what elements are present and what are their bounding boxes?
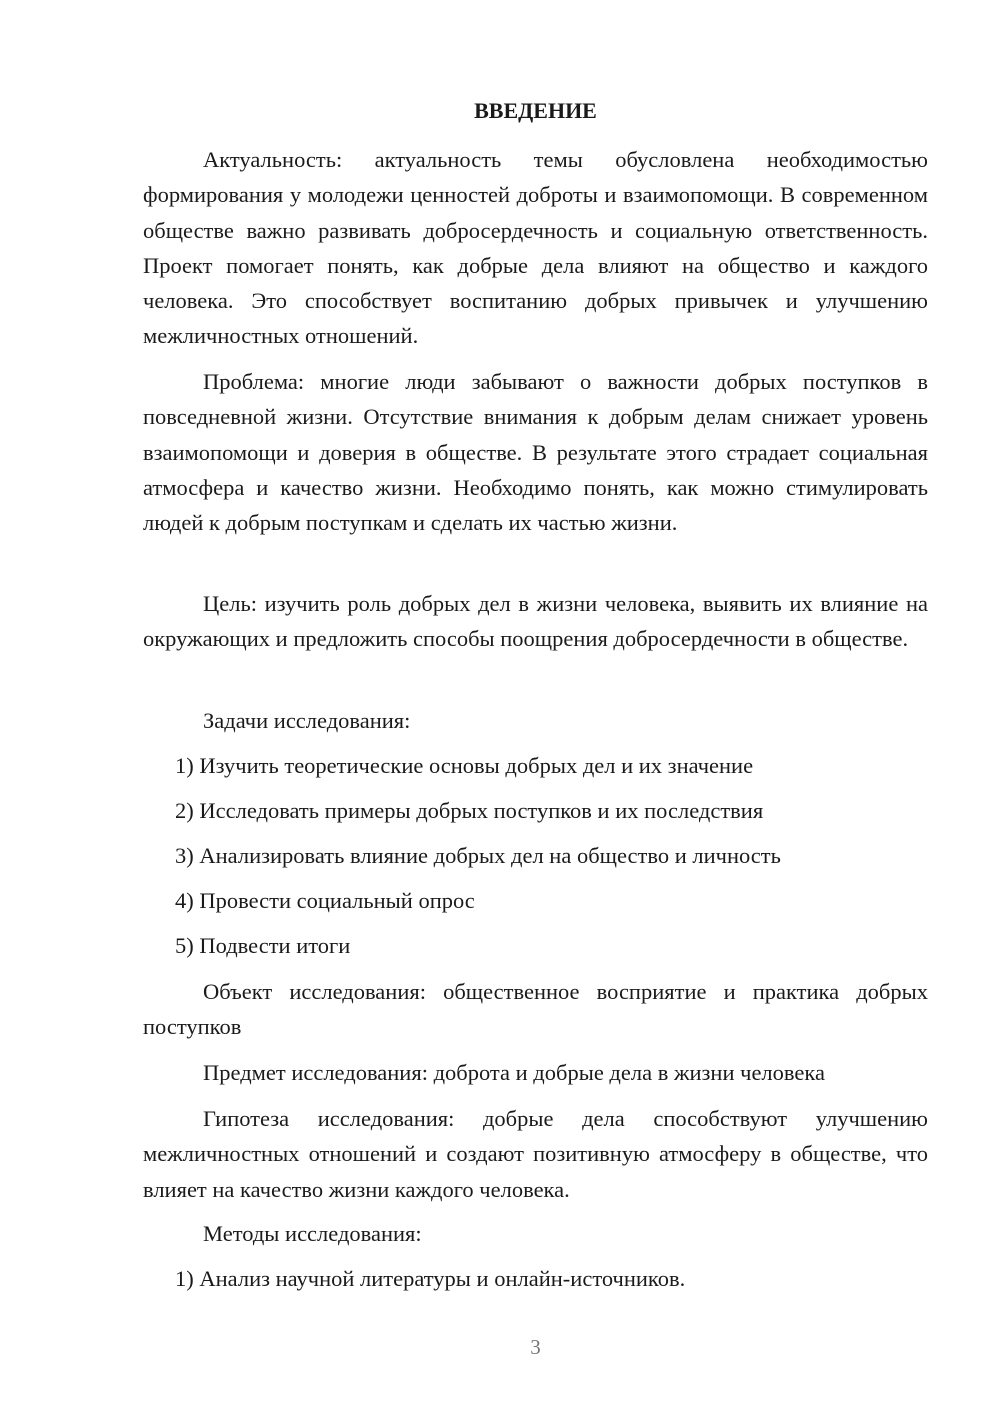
task-item: 3) Анализировать влияние добрых дел на общество и личность (175, 843, 781, 868)
task-item: 5) Подвести итоги (175, 933, 351, 958)
subject-paragraph: Предмет исследования: доброта и добрые дела в жизни человека (203, 1060, 825, 1085)
method-item: 1) Анализ научной литературы и онлайн-источников. (175, 1266, 686, 1291)
problem-paragraph: Проблема: многие люди забывают о важности добрых поступков в повседневной жизни. Отсутствие внимания к добрым делам снижает уровень взаимопомощи и доверия в обществе. В результате этого страдает социальная атмосфера и качество жизни. Необходимо понять, как можно стимулировать людей к добрым поступкам и сделать их частью жизни. (143, 369, 928, 536)
methods-heading: Методы исследования: (203, 1221, 422, 1246)
task-item: 2) Исследовать примеры добрых поступков и их последствия (175, 798, 764, 823)
object-paragraph: Объект исследования: общественное восприятие и практика добрых поступков (143, 979, 928, 1040)
goal-paragraph: Цель: изучить роль добрых дел в жизни человека, выявить их влияние на окружающих и предложить способы поощрения добросердечности в обществе. (143, 591, 928, 652)
task-item: 4) Провести социальный опрос (175, 888, 475, 913)
document-page (143, 0, 928, 1414)
tasks-heading: Задачи исследования: (203, 708, 411, 733)
relevance-paragraph: Актуальность: актуальность темы обусловлена необходимостью формирования у молодежи ценностей доброты и взаимопомощи. В современном обществе важно развивать добросердечность и социальную ответственность. Проект помогает понять, как добрые дела влияют на общество и каждого человека. Это способствует воспитанию добрых привычек и улучшению межличностных отношений. (143, 147, 928, 349)
page-number: 3 (530, 1335, 541, 1359)
page-title: ВВЕДЕНИЕ (474, 98, 597, 123)
hypothesis-paragraph: Гипотеза исследования: добрые дела способствуют улучшению межличностных отношений и создают позитивную атмосферу в обществе, что влияет на качество жизни каждого человека. (143, 1106, 928, 1202)
task-item: 1) Изучить теоретические основы добрых дел и их значение (175, 753, 754, 778)
